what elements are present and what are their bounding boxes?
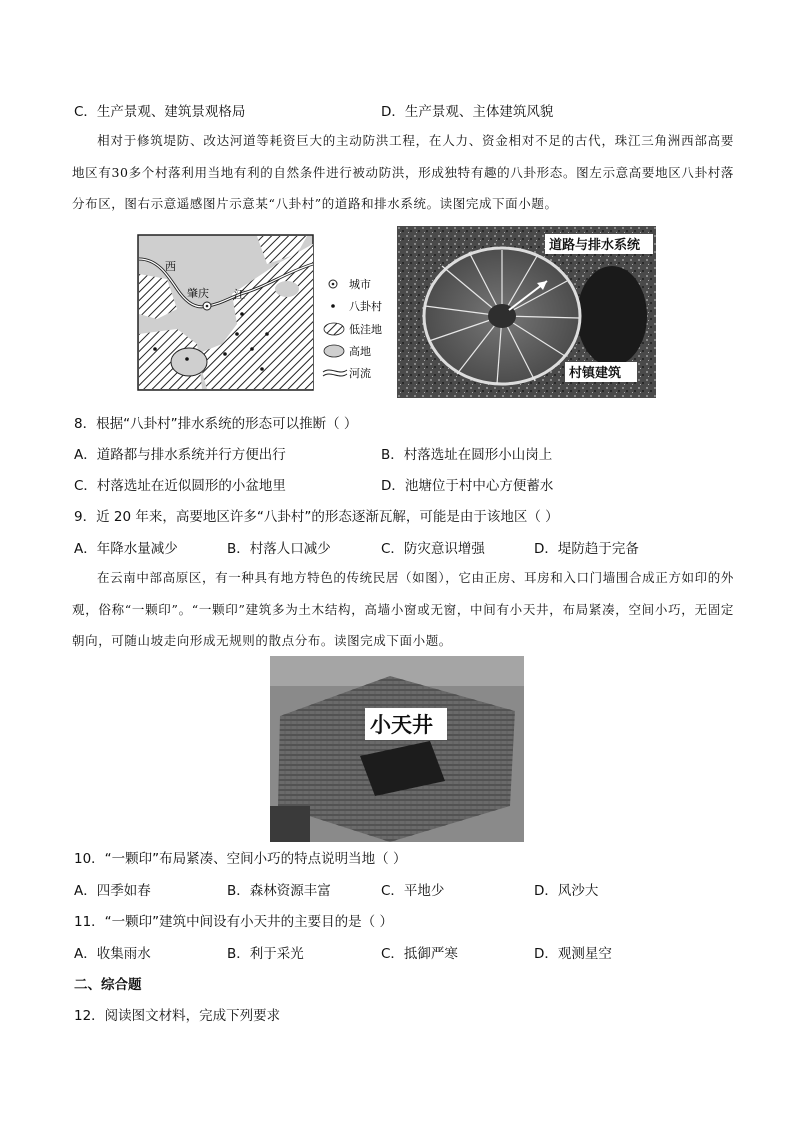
remote-sensing-photo bbox=[397, 226, 656, 398]
passage-2-text: 在云南中部高原区，有一种具有地方特色的传统民居（如图），它由正房、耳房和入口门墙围合成正方如印的外观，俗称“一颗印”。“一颗印”建筑多为土木结构，高墙小窗或无窗，中间有小天井，布局紧凑，空间小巧，无固定朝向，可随山坡走向形成无规则的散点分布。读图完成下面小题。 bbox=[72, 570, 734, 648]
city-icon-center bbox=[332, 283, 335, 286]
q9-option-a[interactable]: A．年降水量减少 bbox=[74, 541, 178, 557]
q9-option-b[interactable]: B．村落人口减少 bbox=[227, 541, 331, 557]
village-dot-icon bbox=[260, 367, 264, 371]
q10-option-a[interactable]: A．四季如春 bbox=[74, 883, 151, 899]
village-dot-icon bbox=[235, 332, 239, 336]
q10-stem: 10．“一颗印”布局紧凑、空间小巧的特点说明当地（ ） bbox=[74, 851, 407, 867]
legend-label: 河流 bbox=[349, 367, 371, 380]
river-lines-icon bbox=[323, 374, 347, 376]
place-zhaoqing: 肇庆 bbox=[187, 287, 209, 300]
passage-1-text: 相对于修筑堤防、改达河道等耗资巨大的主动防洪工程，在人力、资金相对不足的古代，珠江三角洲西部高要地区有30多个村落利用当地有利的自然条件进行被动防洪，形成独特有趣的八卦形态。图左示意高要地区八卦村落分布区，图右示意遥感图片示意某“八卦村”的道路和排水系统。读图完成下面小题。 bbox=[72, 133, 734, 211]
highland-gray-icon bbox=[324, 345, 344, 357]
legend-label: 高地 bbox=[349, 345, 371, 358]
q8-option-d[interactable]: D．池塘位于村中心方便蓄水 bbox=[381, 478, 554, 494]
q11-option-a[interactable]: A．收集雨水 bbox=[74, 946, 151, 962]
section-heading: 二、综合题 bbox=[74, 977, 142, 993]
q11-option-c[interactable]: C．抵御严寒 bbox=[381, 946, 458, 962]
q10-option-d[interactable]: D．风沙大 bbox=[534, 883, 599, 899]
q11-option-d[interactable]: D．观测星空 bbox=[534, 946, 612, 962]
passage-1 bbox=[72, 125, 734, 221]
q8-option-c[interactable]: C．村落选址在近似圆形的小盆地里 bbox=[74, 478, 286, 494]
river-lines-icon bbox=[323, 370, 347, 372]
q9-option-c[interactable]: C．防灾意识增强 bbox=[381, 541, 485, 557]
yikeyin-house-photo bbox=[270, 656, 524, 842]
bagua-village-map bbox=[137, 234, 395, 392]
village-dot-icon bbox=[331, 304, 335, 308]
highland-blob bbox=[171, 348, 207, 376]
legend-label: 低洼地 bbox=[349, 323, 382, 336]
option-c-prev: C．生产景观、建筑景观格局 bbox=[74, 104, 246, 120]
village-dot-icon bbox=[185, 357, 189, 361]
q11-option-b[interactable]: B．利于采光 bbox=[227, 946, 304, 962]
pond-dark bbox=[577, 266, 647, 366]
legend-label: 城市 bbox=[349, 278, 371, 291]
village-dot-icon bbox=[240, 312, 244, 316]
lowland-hatch-icon bbox=[324, 323, 344, 335]
highland-blob bbox=[275, 281, 299, 297]
place-xi: 西 bbox=[165, 260, 176, 273]
q10-option-c[interactable]: C．平地少 bbox=[381, 883, 445, 899]
option-d-prev: D．生产景观、主体建筑风貌 bbox=[381, 104, 554, 120]
courtyard-label: 小天井 bbox=[370, 713, 433, 737]
q11-stem: 11．“一颗印”建筑中间设有小天井的主要目的是（ ） bbox=[74, 914, 393, 930]
legend-label: 八卦村 bbox=[349, 300, 382, 313]
village-dot-icon bbox=[265, 332, 269, 336]
place-jiang: 江 bbox=[234, 288, 245, 301]
city-icon-center bbox=[206, 305, 209, 308]
village-dot-icon bbox=[153, 347, 157, 351]
road-drainage-label: 道路与排水系统 bbox=[549, 238, 641, 253]
village-dot-icon bbox=[250, 347, 254, 351]
ground-shadow bbox=[270, 806, 310, 842]
q9-option-d[interactable]: D．堤防趋于完备 bbox=[534, 541, 639, 557]
building-label: 村镇建筑 bbox=[569, 366, 622, 381]
q8-option-a[interactable]: A．道路都与排水系统并行方便出行 bbox=[74, 447, 286, 463]
q12-stem: 12．阅读图文材料，完成下列要求 bbox=[74, 1008, 281, 1024]
q8-option-b[interactable]: B．村落选址在圆形小山岗上 bbox=[381, 447, 553, 463]
passage-2 bbox=[72, 562, 734, 658]
q8-stem: 8．根据“八卦村”排水系统的形态可以推断（ ） bbox=[74, 416, 358, 432]
village-dot-icon bbox=[223, 352, 227, 356]
q10-option-b[interactable]: B．森林资源丰富 bbox=[227, 883, 331, 899]
q9-stem: 9．近 20 年来，高要地区许多“八卦村”的形态逐渐瓦解，可能是由于该地区（ ） bbox=[74, 509, 559, 525]
